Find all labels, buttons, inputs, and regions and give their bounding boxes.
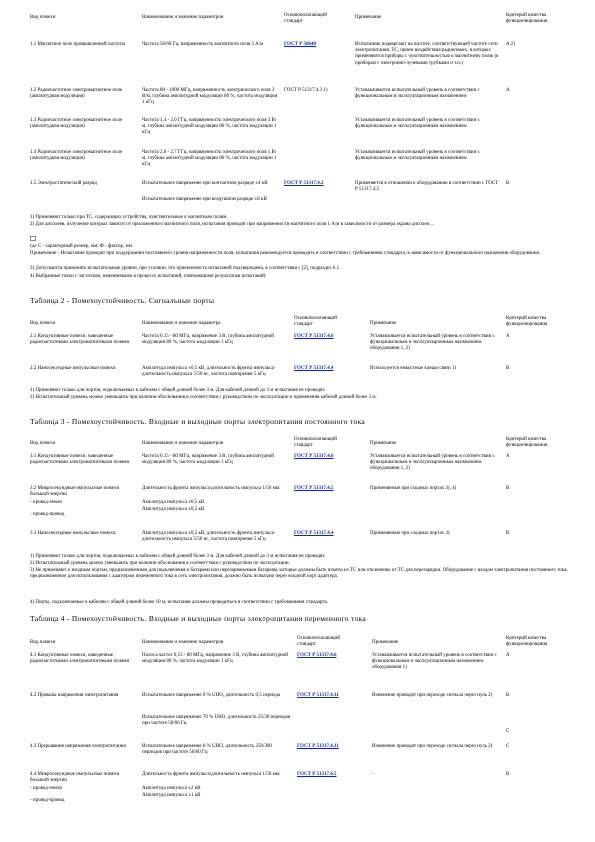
t4-header-params: Наименование и значение параметров	[142, 640, 224, 645]
t1-r2-standard: ГОСТ Р 51317.4.3 1)	[284, 88, 328, 93]
t3-r1-note: Устанавливается испытательный уровень в соответствии с функциональным и эксплуатационным назначением оборудования 1, 2)	[370, 454, 495, 472]
t3-r3-criterion: B	[506, 531, 510, 536]
t4-r1-standard-link[interactable]: ГОСТ Р 51317.4.6	[297, 653, 337, 658]
t4-r4-params: Длительность фронта импульса/длительность импульса 1/50 мкс	[142, 772, 281, 777]
t1-r4-type: 1.4 Радиочастотное электромагнитное поле (амплитудная модуляция)	[30, 150, 123, 162]
t3-r1-type: 3.1 Кондуктивные помехи, наведенные радиочастотными электромагнитными полями	[30, 454, 130, 466]
t3-r2-type: 3.2 Микросекундные импульсные помехи большой энергии	[30, 486, 120, 498]
t3-r3-standard-link[interactable]: ГОСТ Р 51317.4.4	[294, 531, 334, 536]
t3-header-type: Вид помехи	[30, 441, 56, 446]
t2-note-1: 1) Применяют только для портов, подключаемых к кабелям с общей длиной более 3 м. Для кабелей длиной до 3 м испытания не проводят.	[30, 388, 326, 393]
t3-r1-criterion: A	[506, 454, 510, 459]
t3-note-1: 1) Применяют только для портов, подключаемых к кабелям с общей длиной более 3 м. Для кабелей длиной до 3 м испытания не проводят.	[30, 554, 326, 559]
t1-r5-criterion: B	[506, 181, 510, 186]
t3-header-standard: Основополагающий стандарт	[294, 437, 337, 448]
t3-header-note: Примечание	[370, 441, 397, 446]
t4-r4-note: -	[372, 772, 374, 777]
t1-r4-note: Устанавливается испытательный уровень в соответствии с функциональным и эксплуатационным назначением	[355, 150, 480, 162]
t1-note-1: 1) Применяют только при ТС, содержащих устройства, чувствительные к магнитным полям.	[30, 215, 228, 220]
t3-r2-params-line: Амплитуда импульса ±0,5 кВ	[142, 507, 205, 512]
t1-r5-note: Применяется в отношении к оборудованию в соответствии с ГОСТ Р 51317.4.2	[355, 181, 499, 193]
t1-note-3: где C - характерный размер, мм; Ф - фактор, мм.	[30, 244, 134, 249]
t2-r2-note: Используется емкостные клещи связи 1)	[370, 366, 457, 371]
t1-note-6: 4) Выбранные точки с частотами, изменяемыми в процессе испытаний, отвечающими результатам испытаний.	[30, 274, 267, 279]
t4-r4-standard-link[interactable]: ГОСТ Р 51317.4.5	[297, 772, 337, 777]
t3-header-criterion: Критерий качества функционирования	[506, 437, 548, 448]
t4-header-criterion: Критерий качества функционирования	[506, 636, 548, 647]
t3-r1-standard-link[interactable]: ГОСТ Р 51317.4.6	[294, 454, 334, 459]
t4-r3-criterion: C	[506, 744, 510, 749]
t1-r3-params: Частота 1,4 - 2,0 ГГц, напряженность электрического поля 3 В/м, глубина амплитудной модуляции 80 %, частота модуляции 1 кГц	[142, 118, 277, 136]
t1-r2-type: 1.2 Радиочастотное электромагнитное поле (амплитудная модуляция)	[30, 88, 123, 100]
t1-header-type: Вид помехи	[30, 15, 56, 20]
t2-r2-standard-link[interactable]: ГОСТ Р 51317.4.4	[294, 366, 334, 371]
t1-r1-type: 1.1 Магнитное поле промышленной частоты	[30, 42, 126, 47]
t3-r2-standard-link[interactable]: ГОСТ Р 51317.4.5	[294, 486, 334, 491]
formula-image-icon	[30, 236, 36, 241]
t4-title: Таблица 4 - Помехоустойчивость. Входные и выходные порты электропитания переменного тока	[30, 614, 367, 623]
t4-r4-type-line-earth: - провод-земля	[30, 786, 62, 791]
t3-r2-params: Длительность фронта импульса/длительность импульса 1/50 мкс	[142, 486, 281, 491]
t2-note-2: 2) Испытательный уровень можно уменьшить при наличии обоснования в соответствии с руководством по эксплуатации и применения кабелей длиной более 3 м.	[30, 395, 377, 400]
t2-r1-standard-link[interactable]: ГОСТ Р 51317.4.6	[294, 334, 334, 339]
t1-note-2: 2) Для дисплеев, излучение которых зависит от приложенного магнитного поля, испытания проводят при напряженности магнитного поля 1 А/м в зависимости от размера экрана дисплея ...	[30, 222, 434, 227]
t4-r3-params: Испытательное напряжение 0 % UНО, длительность 250/300 периодов при частоте 50/60 Гц	[142, 744, 272, 756]
t1-r2-params: Частота 80 - 1000 МГц, напряженность электрического поля 3 В/м, глубина амплитудной модуляции 80 %, частота модуляции 1 кГц	[142, 88, 278, 106]
t1-r5-params-air: Испытательное напряжение при воздушном разряде ±8 кВ	[142, 197, 267, 202]
t4-header-standard: Основополагающий стандарт	[297, 636, 340, 647]
t4-r2-standard-link[interactable]: ГОСТ Р 51317.4.11	[297, 693, 339, 698]
t2-r1-criterion: A	[506, 334, 510, 339]
t2-header-type: Вид помехи	[30, 321, 56, 326]
t4-r2-criterion-a: B	[506, 693, 510, 698]
t2-r1-type: 2.1 Кондуктивные помехи, наведенные радиочастотными электромагнитными полями	[30, 334, 130, 346]
t2-r2-params: Амплитуда импульса ±0,5 кВ, длительность фронта импульса/длительность импульса 5/50 нс, частота повторения 5 кГц	[142, 366, 275, 378]
t1-header-params: Наименование и значение параметров	[142, 15, 224, 20]
t3-r2-type-line-earth: - провод-земля	[30, 500, 62, 505]
t4-r2-type: 4.2 Провалы напряжения электропитания	[30, 693, 119, 698]
t4-r4-params-line: Амплитуда импульса ±1 кВ	[142, 793, 201, 798]
t4-r2-params-b: Испытательное напряжение 70 % UНО, длительность 25/30 периодов при частоте 50/60 Гц	[142, 715, 291, 727]
t4-header-note: Примечание	[372, 640, 399, 645]
t1-r1-criterion: A 2)	[506, 42, 515, 47]
t3-header-params: Наименование и значение параметров	[142, 441, 224, 446]
t1-note-5: 3) Допускается применять испытательные уровни, при условии, что приемлемость испытаний подтверждена, в соответствии с [2], подраздел 6.1.	[30, 266, 341, 271]
t4-r3-note: Изменение проводят при переходе сигнала через нуль 2)	[372, 744, 493, 749]
t1-r4-params: Частота 2,0 - 2,7 ГГц, напряженность электрического поля 1 В/м, глубина амплитудной модуляции 80 %, частота модуляции 1 кГц	[142, 150, 277, 168]
t3-r3-type: 3.3 Наносекундные импульсные помехи	[30, 531, 116, 536]
t1-header-standard: Основополагающий стандарт	[284, 13, 327, 24]
t1-header-note: Примечание	[355, 15, 382, 20]
t2-title: Таблица 2 - Помехоустойчивость. Сигнальные порты	[30, 296, 215, 305]
t3-r2-criterion: B	[506, 486, 510, 491]
t1-r2-criterion: A	[506, 88, 510, 93]
t4-r3-standard-link[interactable]: ГОСТ Р 51317.4.11	[297, 744, 339, 749]
t4-r4-type-line-line: - провод-провод	[30, 798, 65, 803]
t1-r3-type: 1.3 Радиочастотное электромагнитное поле (амплитудная модуляция)	[30, 118, 123, 130]
t1-note-4: Примечание - Испытания проводят при поддержании постоянного уровня напряженности поля, испытания рекомендуется проводить в соответствии с требованиями стандарта, в зависимости от функционального назначения оборудования.	[30, 251, 541, 256]
t1-r1-note: Испытанию подвергают на частоте, соответствующей частоте сети электропитания. ТС, прием воздействия радиопомех, в которых применяются приборы с чувствительностью к магнитному полю (к приборам с электронно-лучевыми трубками и т.п.)	[355, 42, 499, 66]
t3-r2-params-earth: Амплитуда импульса ±0,5 кВ	[142, 500, 205, 505]
t4-r1-params: Полоса частот 0,15 - 80 МГц, напряжение 3 В, глубина амплитудной модуляции 80 %, частота модуляции 1 кГц	[142, 653, 288, 665]
t3-note-2: 2) Испытательный уровень можно уменьшить при наличии обоснования в соответствии с руководством по эксплуатации.	[30, 561, 290, 566]
t1-r1-params: Частота 50/60 Гц, напряженность магнитного поля 3 А/м	[142, 42, 264, 47]
t3-note-3: 3) Не применяют к входным портам, предназначенным для подключения к батареям или перезаряжаемым батареям, которые должны быть изъяты из ТС или отключены от ТС для перезарядки. Оборудование с входом электропитания постоянного тока, предназначенное для использования с адаптером переменного тока в сеть электропитания, должно быть испытано через входной порт адаптера.	[30, 568, 568, 580]
t2-header-note: Примечание	[370, 321, 397, 326]
t1-r2-note: Устанавливается испытательный уровень в соответствии с функциональным и эксплуатационным назначением	[355, 88, 480, 100]
t4-r4-params-earth: Амплитуда импульса ±2 кВ	[142, 786, 201, 791]
t3-r2-type-line-line: - провод-провод	[30, 512, 65, 517]
t4-header-type: Вид помехи	[30, 640, 56, 645]
t4-r4-type: 4.4 Микросекундные импульсные помехи большой энергии	[30, 772, 120, 784]
t1-r1-standard-link[interactable]: ГОСТ Р 50648	[284, 42, 317, 47]
t4-r3-type: 4.3 Прерывания напряжения электропитания	[30, 744, 126, 749]
t4-r2-criterion-b: C	[506, 729, 510, 734]
t1-r5-type: 1.5 Электростатический разряд	[30, 181, 97, 186]
t4-r1-criterion: A	[506, 653, 510, 658]
t3-r3-params: Амплитуда импульса ±0,5 кВ, длительность фронта импульса/длительность импульса 5/50 нс, частота повторения 5 кГц	[142, 531, 275, 543]
t4-r1-type: 4.1 Кондуктивные помехи, наведенные радиочастотными электромагнитными полями	[30, 653, 130, 665]
t2-header-standard: Основополагающий стандарт	[294, 316, 337, 327]
t1-r5-params-contact: Испытательное напряжение при контактном разряде ±4 кВ	[142, 181, 268, 186]
t1-r3-note: Устанавливается испытательный уровень в соответствии с функциональным и эксплуатационным назначением	[355, 118, 480, 130]
t2-header-criterion: Критерий качества функционирования	[506, 316, 548, 327]
t2-r2-type: 2.2 Наносекундные импульсные помехи	[30, 366, 116, 371]
t2-r2-criterion: B	[506, 366, 510, 371]
t4-r1-note: Устанавливается испытательный уровень в соответствии с функциональным и эксплуатационным назначением оборудования 1)	[372, 653, 497, 671]
t2-r1-note: Устанавливается испытательный уровень в соответствии с функциональным и эксплуатационным назначением оборудования 1, 2)	[370, 334, 495, 352]
t3-r2-note: Применяемые при сходных портах 3), 4)	[370, 486, 457, 491]
t1-header-criterion: Критерий качества функционирования	[506, 13, 548, 24]
t3-note-4: 4) Порты, подключаемые к кабелям с общей длиной более 10 м, испытания должны проводиться в соответствии с требованиями стандарта.	[30, 600, 328, 605]
t2-header-params: Наименование и значение параметра	[142, 321, 221, 326]
t4-r2-params-a: Испытательное напряжение 0 % UНО, длительность 0,5 периода	[142, 693, 281, 698]
t3-title: Таблица 3 - Помехоустойчивость. Входные и выходные порты электропитания постоянного тока	[30, 417, 366, 426]
t3-r3-note: Применяемые при сходных портах 3)	[370, 531, 450, 536]
t2-r1-params: Частота 0,15 - 80 МГц, напряжение 3 В, глубина амплитудной модуляции 80 %, частота модуляции 1 кГц	[142, 334, 274, 346]
t1-r5-standard-link[interactable]: ГОСТ Р 51317.4.2	[284, 181, 324, 186]
t3-r1-params: Частота 0,15 - 80 МГц, напряжение 3 В, глубина амплитудной модуляции 80 %, частота модуляции 1 кГц	[142, 454, 274, 466]
t4-r2-note: Изменение проводят при переходе сигнала через нуль 2)	[372, 693, 493, 698]
t4-r4-criterion: B	[506, 772, 510, 777]
